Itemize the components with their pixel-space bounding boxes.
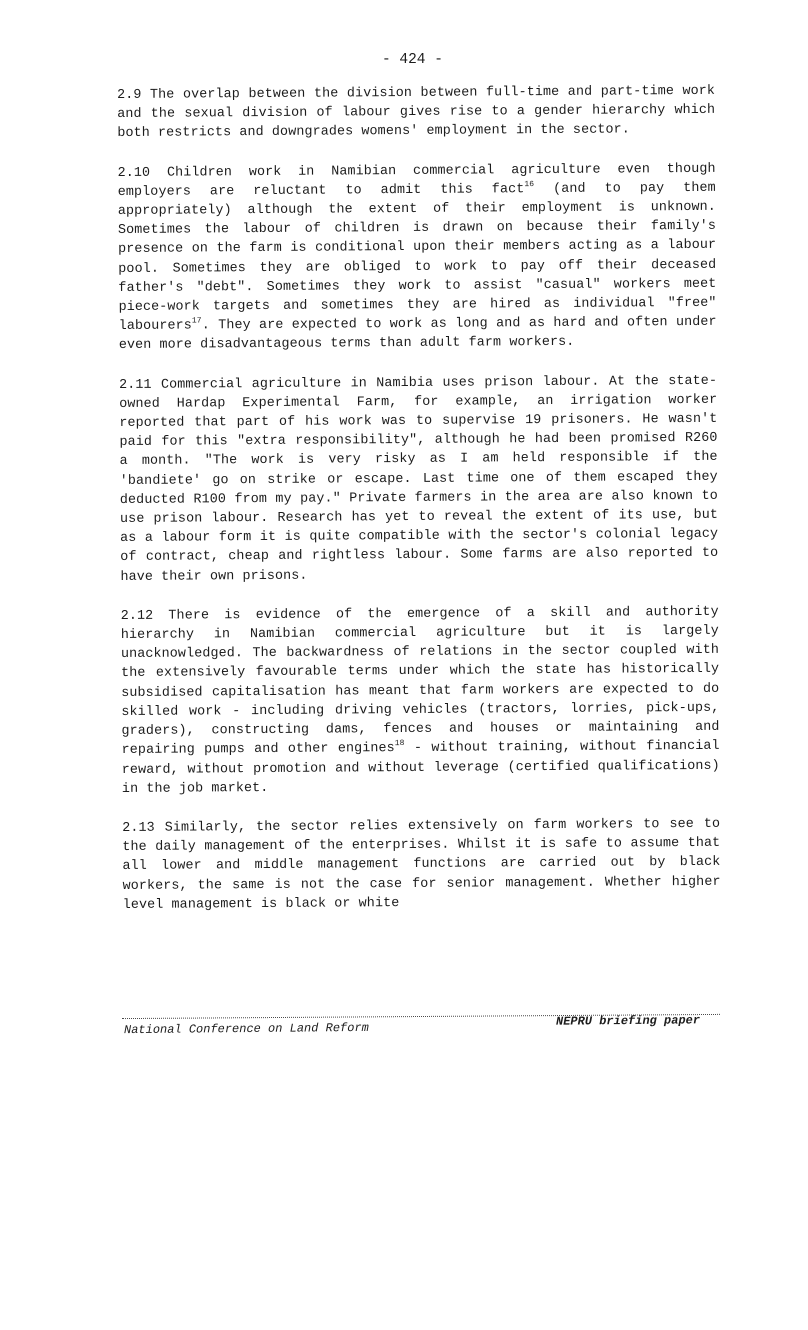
paragraph-2-10-text-c: . They are expected to work as long and as hard and often under even more disadvantageous terms than adult farm workers. <box>118 315 717 354</box>
paragraph-2-10 <box>118 159 717 355</box>
paragraph-2-10-text-a: 2.10 Children work in Namibian commercial agriculture even though employers are reluctant to admit this fact <box>117 161 716 200</box>
document-body <box>117 82 721 935</box>
paragraph-2-9: 2.9 The overlap between the division between full-time and part-time work and the sexual division of labour gives rise to a gender hierarchy which both restricts and downgrades womens' employment in the sector. <box>117 83 716 142</box>
paragraph-2-11: 2.11 Commercial agriculture in Namibia uses prison labour. At the state-owned Hardap Experimental Farm, for example, an irrigation worker reported that part of his work was to supervise 19 prisoners. He wasn't paid for this "extra responsibility", although he had been promised R260 a month. "The work is very risky as I am held responsible if the 'bandiete' go on strike or escape. Last time one of them escaped they deducted R100 from my pay." Private farmers in the area are also known to use prison labour. Research has yet to reveal the extent of its use, but as a labour form it is quite compatible with the sector's colonial legacy of contract, cheap and rightless labour. Some farms are also reported to have their own prisons. <box>119 373 719 585</box>
paragraph-2-12 <box>121 603 720 799</box>
paragraph-2-10-text-b: (and to pay them appropriately) although the extent of their employment is unknown. Sometimes the labour of children is drawn on because their family's presence on the farm is conditional upon their members acting as a labour pool. Sometimes they are obliged to work to pay off their deceased father's "debt". Sometimes they work to assist "casual" workers meet piece-work targets and sometimes they are hired as individual "free" labourers <box>117 180 717 335</box>
paragraph-2-12-text-b: - without training, without financial reward, without promotion and without leverage (certified qualifications) in the job market. <box>121 739 720 797</box>
footer-conference-title: National Conference on Land Reform <box>123 1020 369 1038</box>
footer-paper-label: NEPRU briefing paper <box>555 1013 701 1029</box>
footnote-ref-16: 16 <box>524 179 535 189</box>
footnote-ref-18: 18 <box>394 739 405 749</box>
paragraph-2-13: 2.13 Similarly, the sector relies extensively on farm workers to see to the daily management of the enterprises. Whilst it is safe to assume that all lower and middle management functions are carried out by black workers, the same is not the case for senior management. Whether higher level management is black or white <box>122 816 721 913</box>
page-number: - 424 - <box>382 52 443 68</box>
footnote-ref-17: 17 <box>191 316 202 326</box>
paragraph-2-12-text-a: 2.12 There is evidence of the emergence of a skill and authority hierarchy in Namibian commercial agriculture but it is largely unacknowledged. The backwardness of relations in the sector coupled with the extensively favourable terms under which the state has historically subsidised capitalisation has meant that farm workers are expected to do skilled work - including driving vehicles (tractors, lorries, pick-ups, graders), constructing dams, fences and houses or maintaining and repairing pumps and other engines <box>120 604 720 759</box>
